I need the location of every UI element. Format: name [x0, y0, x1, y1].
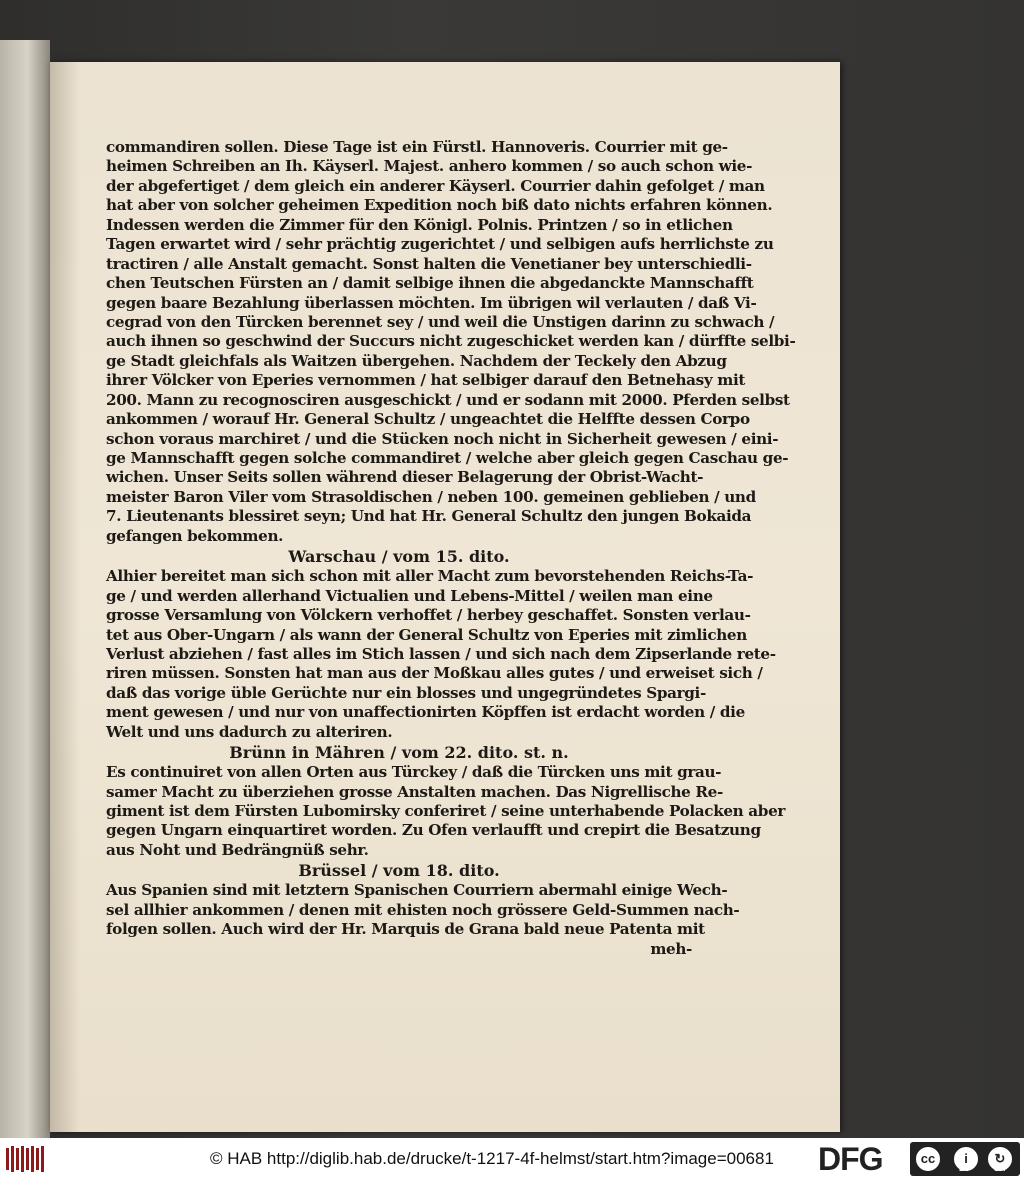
text-line: chen Teutschen Fürsten an / damit selbige ihnen die abgedanckte Mannschafft: [106, 274, 754, 293]
cc-license-badge[interactable]: [910, 1142, 1020, 1176]
text-line: gegen baare Bezahlung überlassen möchten. Im übrigen wil verlauten / daß Vi-: [106, 293, 757, 312]
text-line: gegen Ungarn einquartiret worden. Zu Ofen verlaufft und crepirt die Besatzung: [106, 821, 761, 840]
section-heading: Warschau / vom 15. dito.: [288, 547, 510, 567]
text-line: gefangen bekommen.: [106, 526, 284, 545]
body-paragraph: [106, 138, 796, 546]
text-line: Es continuiret von allen Orten aus Türckey / daß die Türcken uns mit grau-: [106, 763, 722, 782]
text-line: 200. Mann zu recognosciren ausgeschickt / und er sodann mit 2000. Pferden selbst: [106, 390, 790, 409]
text-line: daß das vorige üble Gerüchte nur ein blosses und ungegründetes Spargi-: [106, 683, 706, 702]
text-line: cegrad von den Türcken berennet sey / und weil die Unstigen darinn zu schwach /: [106, 312, 775, 331]
cc-sa-label: SA: [994, 1164, 1006, 1173]
catchword: meh-: [650, 939, 692, 958]
text-line: schon voraus marchiret / und die Stücken noch nicht in Sicherheit gewesen / eini-: [106, 429, 779, 448]
text-line: ment gewesen / und nur von unaffectionirten Köpffen ist erdacht worden / die: [106, 703, 745, 722]
section-heading: Brünn in Mähren / vom 22. dito. st. n.: [229, 743, 569, 763]
hab-logo: [4, 1144, 48, 1174]
text-line: auch ihnen so geschwind der Succurs nicht zugeschicket werden kan / dürffte selbi-: [106, 332, 796, 351]
text-line: Aus Spanien sind mit letztern Spanischen Courriern abermahl einige Wech-: [106, 881, 728, 900]
text-line: wichen. Unser Seits sollen während dieser Belagerung der Obrist-Wacht-: [106, 468, 704, 487]
text-line: samer Macht zu überziehen grosse Anstalten machen. Das Nigrellische Re-: [106, 782, 723, 801]
dfg-logo: DFG: [818, 1141, 883, 1177]
cc-by-label: BY: [959, 1164, 971, 1173]
text-line: sel allhier ankommen / denen mit ehisten noch grössere Geld-Summen nach-: [106, 900, 740, 919]
text-line: tet aus Ober-Ungarn / als wann der General Schultz von Eperies mit zimlichen: [106, 625, 747, 644]
text-line: ihrer Völcker von Eperies vernommen / hat selbiger darauf den Betnehasy mit: [106, 371, 746, 390]
footer-bar: [0, 1138, 1024, 1180]
text-line: hat aber von solcher geheimen Expedition noch biß dato nichts erfahren können.: [106, 196, 773, 215]
share-alike-icon: ↻: [986, 1145, 1014, 1173]
text-line: Alhier bereitet man sich schon mit aller Macht zum bevorstehenden Reichs-Ta-: [106, 567, 754, 586]
news-sections: [106, 546, 786, 939]
text-line: grosse Versamlung von Völckern verhoffet / herbey geschaffet. Sonsten verlau-: [106, 606, 751, 625]
text-line: ge / und werden allerhand Victualien und Lebens-Mittel / weilen man eine: [106, 586, 713, 605]
text-line: der abgefertiget / dem gleich ein anderer Käyserl. Courrier dahin gefolget / man: [106, 176, 765, 195]
text-line: aus Noht und Bedrängnüß sehr.: [106, 840, 369, 859]
text-line: riren müssen. Sonsten hat man aus der Moßkau alles gutes / und erweiset sich /: [106, 664, 763, 683]
text-line: folgen sollen. Auch wird der Hr. Marquis de Grana bald neue Patenta mit: [106, 920, 705, 939]
text-line: commandiren sollen. Diese Tage ist ein Fürstl. Hannoveris. Courrier mit ge-: [106, 138, 728, 156]
text-line: Indessen werden die Zimmer für den Königl. Polnis. Printzen / so in etlichen: [106, 215, 733, 234]
text-line: Tagen erwartet wird / sehr prächtig zugerichtet / und selbigen aufs herrlichste zu: [106, 235, 774, 254]
text-line: heimen Schreiben an Ih. Käyserl. Majest. anhero kommen / so auch schon wie-: [106, 157, 753, 176]
text-line: Verlust abziehen / fast alles im Stich lassen / und sich nach dem Zipserlande rete-: [106, 644, 776, 663]
text-line: giment ist dem Fürsten Lubomirsky conferiret / seine unterhabende Polacken aber: [106, 802, 786, 820]
left-page-edge: [0, 40, 50, 1138]
attribution-icon: i: [952, 1145, 980, 1173]
text-line: meister Baron Viler vom Strasoldischen / neben 100. gemeinen geblieben / und: [106, 487, 756, 506]
text-line: tractiren / alle Anstalt gemacht. Sonst halten die Venetianer bey unterschiedli-: [106, 254, 752, 273]
text-line: ankommen / worauf Hr. General Schultz / ungeachtet die Helffte dessen Corpo: [106, 410, 750, 429]
cc-icon: cc: [914, 1145, 942, 1173]
section-heading: Brüssel / vom 18. dito.: [298, 861, 500, 881]
footer-credit-link[interactable]: © HAB http://diglib.hab.de/drucke/t-1217-4f-helmst/start.htm?image=00681: [210, 1149, 774, 1168]
text-line: Welt und uns dadurch zu alteriren.: [106, 722, 393, 741]
text-line: ge Mannschafft gegen solche commandiret / welche aber gleich gegen Caschau ge-: [106, 449, 789, 467]
text-line: ge Stadt gleichfals als Waitzen übergehen. Nachdem der Teckely den Abzug: [106, 351, 727, 370]
text-line: 7. Lieutenants blessiret seyn; Und hat Hr. General Schultz den jungen Bokaida: [106, 507, 752, 526]
document-text: [106, 138, 796, 959]
